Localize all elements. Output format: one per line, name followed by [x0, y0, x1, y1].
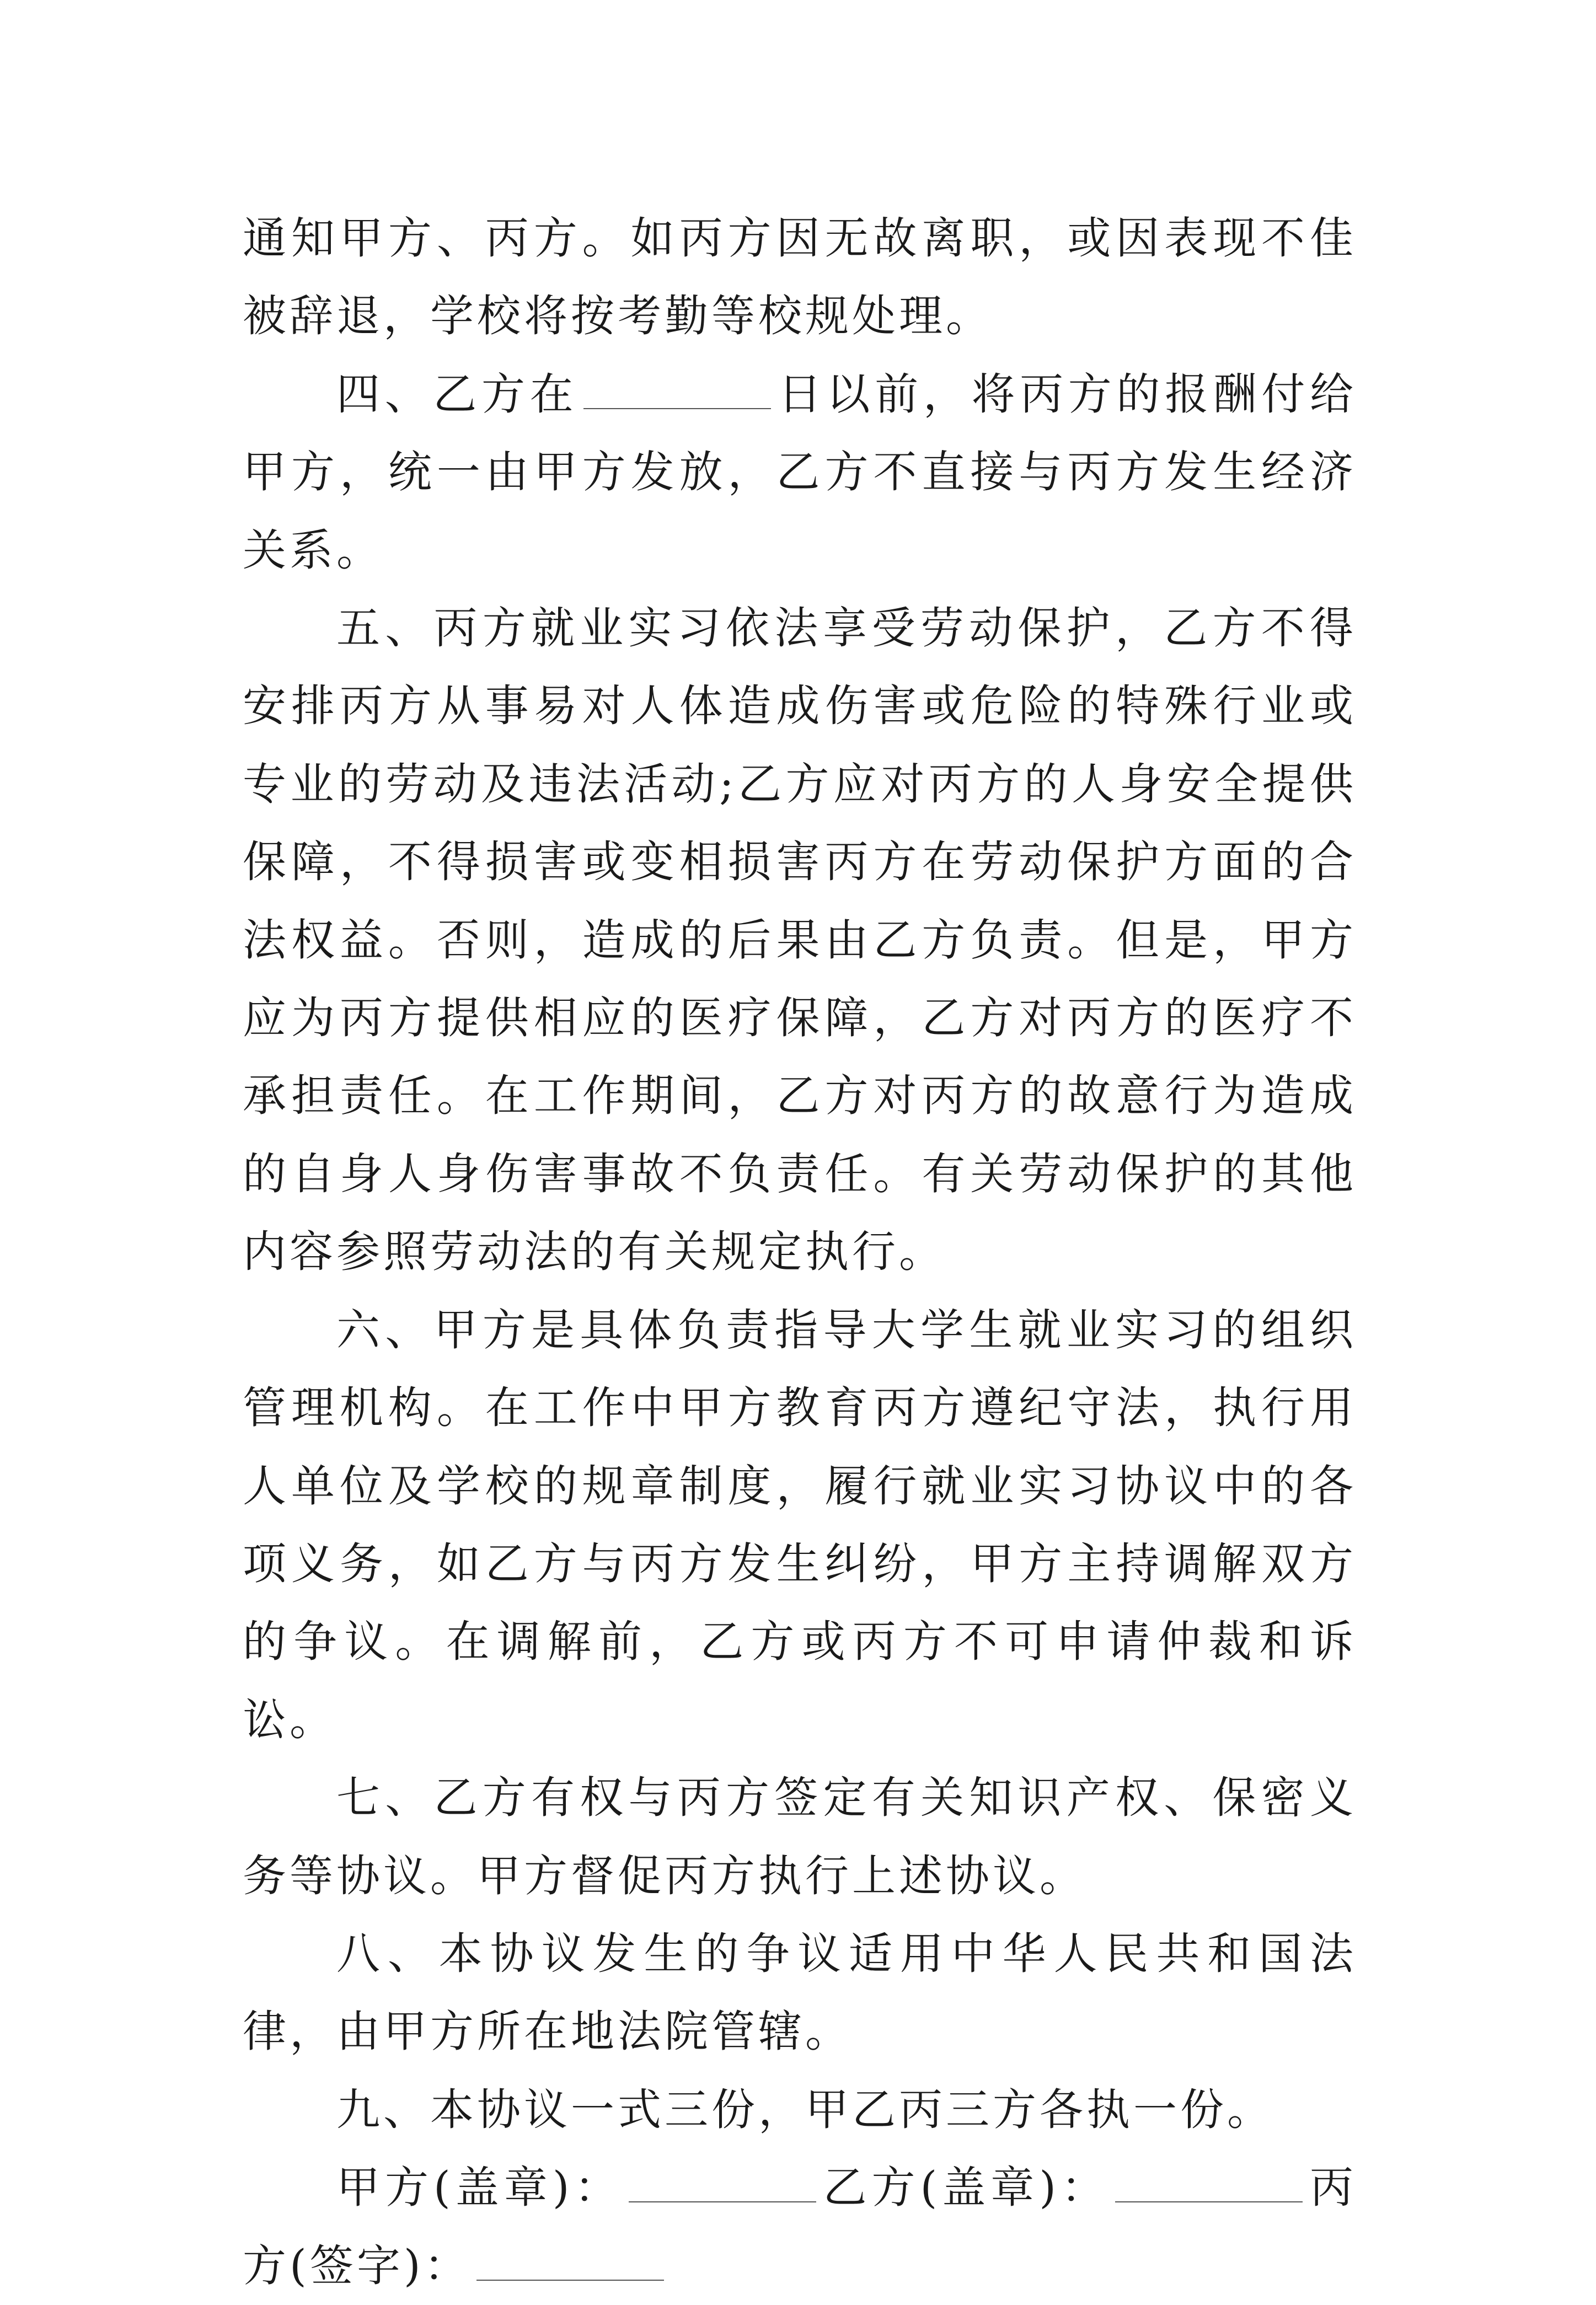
party-c-signature-label: 丙方(签字)：	[243, 2162, 1357, 2291]
party-b-seal-label: 乙方(盖章)：	[821, 2162, 1110, 2213]
date-blank-field[interactable]	[583, 375, 771, 409]
party-b-seal-field[interactable]	[1115, 2168, 1303, 2202]
party-a-seal-label: 甲方(盖章)：	[336, 2162, 623, 2213]
paragraph-article-7: 七、乙方有权与丙方签定有关知识产权、保密义务等协议。甲方督促丙方执行上述协议。	[243, 1772, 1357, 1901]
paragraph-continuation: 通知甲方、丙方。如丙方因无故离职，或因表现不佳被辞退，学校将按考勤等校规处理。	[243, 213, 1357, 342]
signature-block	[243, 2149, 1357, 2305]
paragraph-article-8: 八、本协议发生的争议适用中华人民共和国法律，由甲方所在地法院管辖。	[243, 1928, 1357, 2057]
paragraph-article-9: 九、本协议一式三份，甲乙丙三方各执一份。	[336, 2084, 1274, 2135]
paragraph-article-5: 五、丙方就业实习依法享受劳动保护，乙方不得安排丙方从事易对人体造成伤害或危险的特殊行业或专业的劳动及违法活动;乙方应对丙方的人身安全提供保障，不得损害或变相损害丙方在劳动保护方面的合法权益。否则，造成的后果由乙方负责。但是，甲方应为丙方提供相应的医疗保障，乙方对丙方的医疗不承担责任。在工作期间，乙方对丙方的故意行为造成的自身人身伤害事故不负责任。有关劳动保护的其他内容参照劳动法的有关规定执行。	[243, 603, 1357, 1278]
party-a-seal-field[interactable]	[629, 2168, 816, 2202]
party-c-signature-field[interactable]	[476, 2247, 664, 2281]
paragraph-article-4	[243, 356, 1357, 589]
article-4-text-before: 四、乙方在	[336, 368, 579, 420]
article-4-text-after: 日以前，将丙方的报酬付给甲方，统一由甲方发放，乙方不直接与丙方发生经济关系。	[243, 368, 1357, 576]
paragraph-article-6: 六、甲方是具体负责指导大学生就业实习的组织管理机构。在工作中甲方教育丙方遵纪守法，执行用人单位及学校的规章制度，履行就业实习协议中的各项义务，如乙方与丙方发生纠纷，甲方主持调解双方的争议。在调解前，乙方或丙方不可申请仲裁和诉讼。	[243, 1304, 1357, 1745]
document-body	[243, 200, 1357, 2305]
